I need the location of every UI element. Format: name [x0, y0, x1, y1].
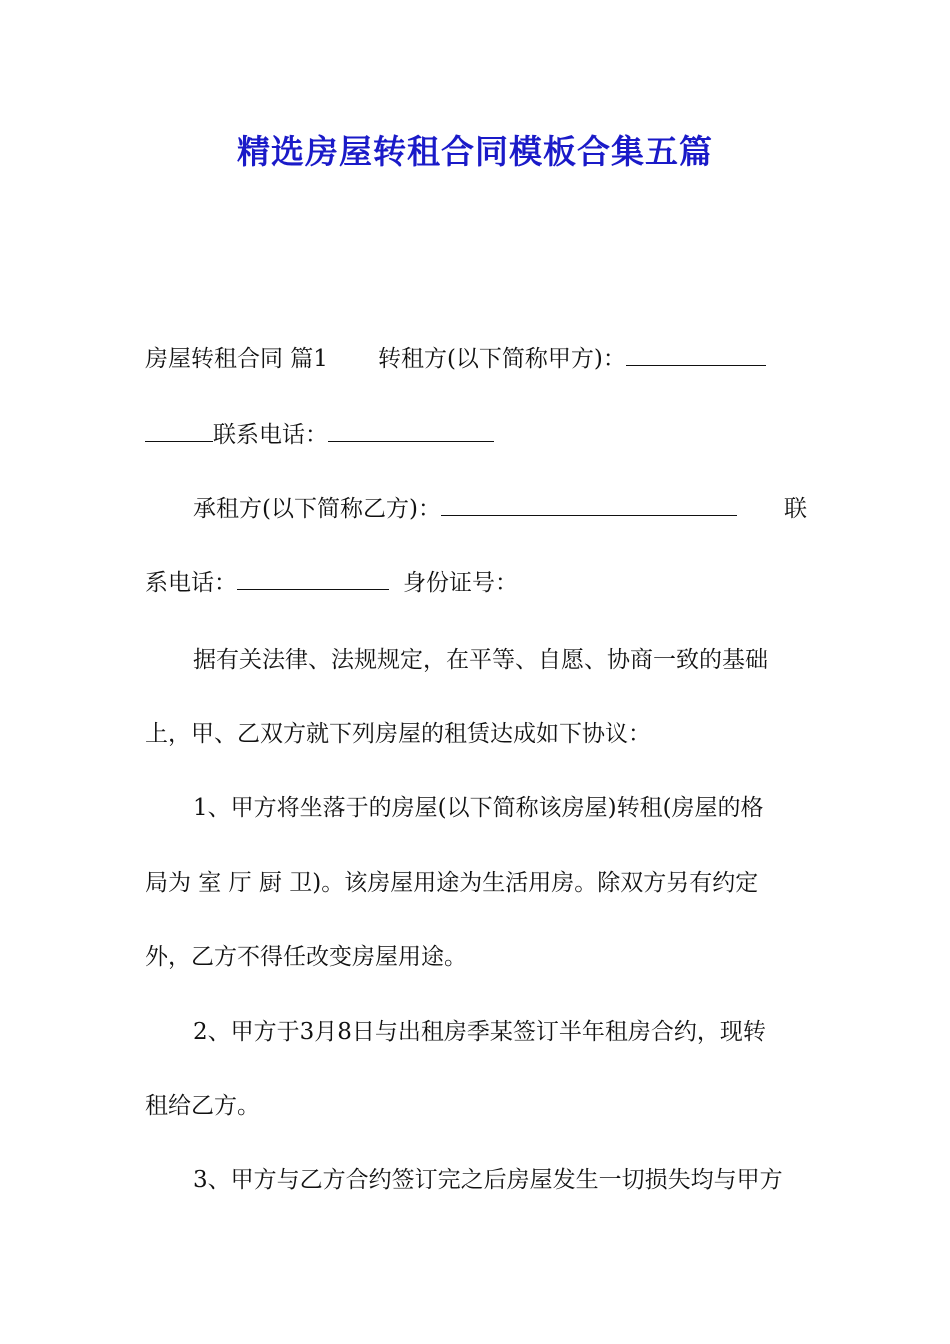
clause-2-line-1: 2、甲方于3月8日与出租房季某签订半年租房合约，现转 — [193, 1019, 766, 1045]
document-title: 精选房屋转租合同模板合集五篇 — [237, 132, 713, 171]
clause-1-line-2: 局为 室 厅 厨 卫)。该房屋用途为生活用房。除双方另有约定 — [145, 870, 759, 896]
party-a-blank — [626, 343, 766, 366]
line-party-b — [145, 492, 807, 526]
clause-3-line-1: 3、甲方与乙方合约签订完之后房屋发生一切损失均与甲方 — [193, 1167, 783, 1193]
party-b-phone-blank — [237, 567, 389, 590]
clause-1-line-3: 外，乙方不得任改变房屋用途。 — [145, 944, 467, 970]
clause-2-line-2: 租给乙方。 — [145, 1093, 260, 1119]
contract-heading: 房屋转租合同 篇1 — [145, 346, 328, 372]
paragraph-intro-line-1: 据有关法律、法规规定，在平等、自愿、协商一致的基础 — [193, 647, 768, 673]
party-a-phone-label: 联系电话： — [213, 422, 328, 448]
line-party-a — [145, 342, 807, 376]
party-b-phone-label: 系电话： — [145, 570, 237, 596]
party-a-label: 转租方(以下简称甲方)： — [377, 346, 626, 372]
party-b-blank — [441, 493, 737, 516]
paragraph-intro-line-2: 上，甲、乙双方就下列房屋的租赁达成如下协议： — [145, 721, 651, 747]
line-party-a-phone — [145, 418, 807, 452]
party-b-id-label: 身份证号： — [403, 570, 518, 596]
party-a-phone-blank — [328, 419, 494, 442]
party-a-blank-cont — [145, 419, 213, 442]
party-b-phone-label-start: 联 — [784, 496, 807, 522]
clause-1-line-1: 1、甲方将坐落于的房屋(以下简称该房屋)转租(房屋的格 — [193, 795, 764, 821]
line-party-b-phone — [145, 566, 807, 600]
party-b-label: 承租方(以下简称乙方)： — [193, 496, 441, 522]
